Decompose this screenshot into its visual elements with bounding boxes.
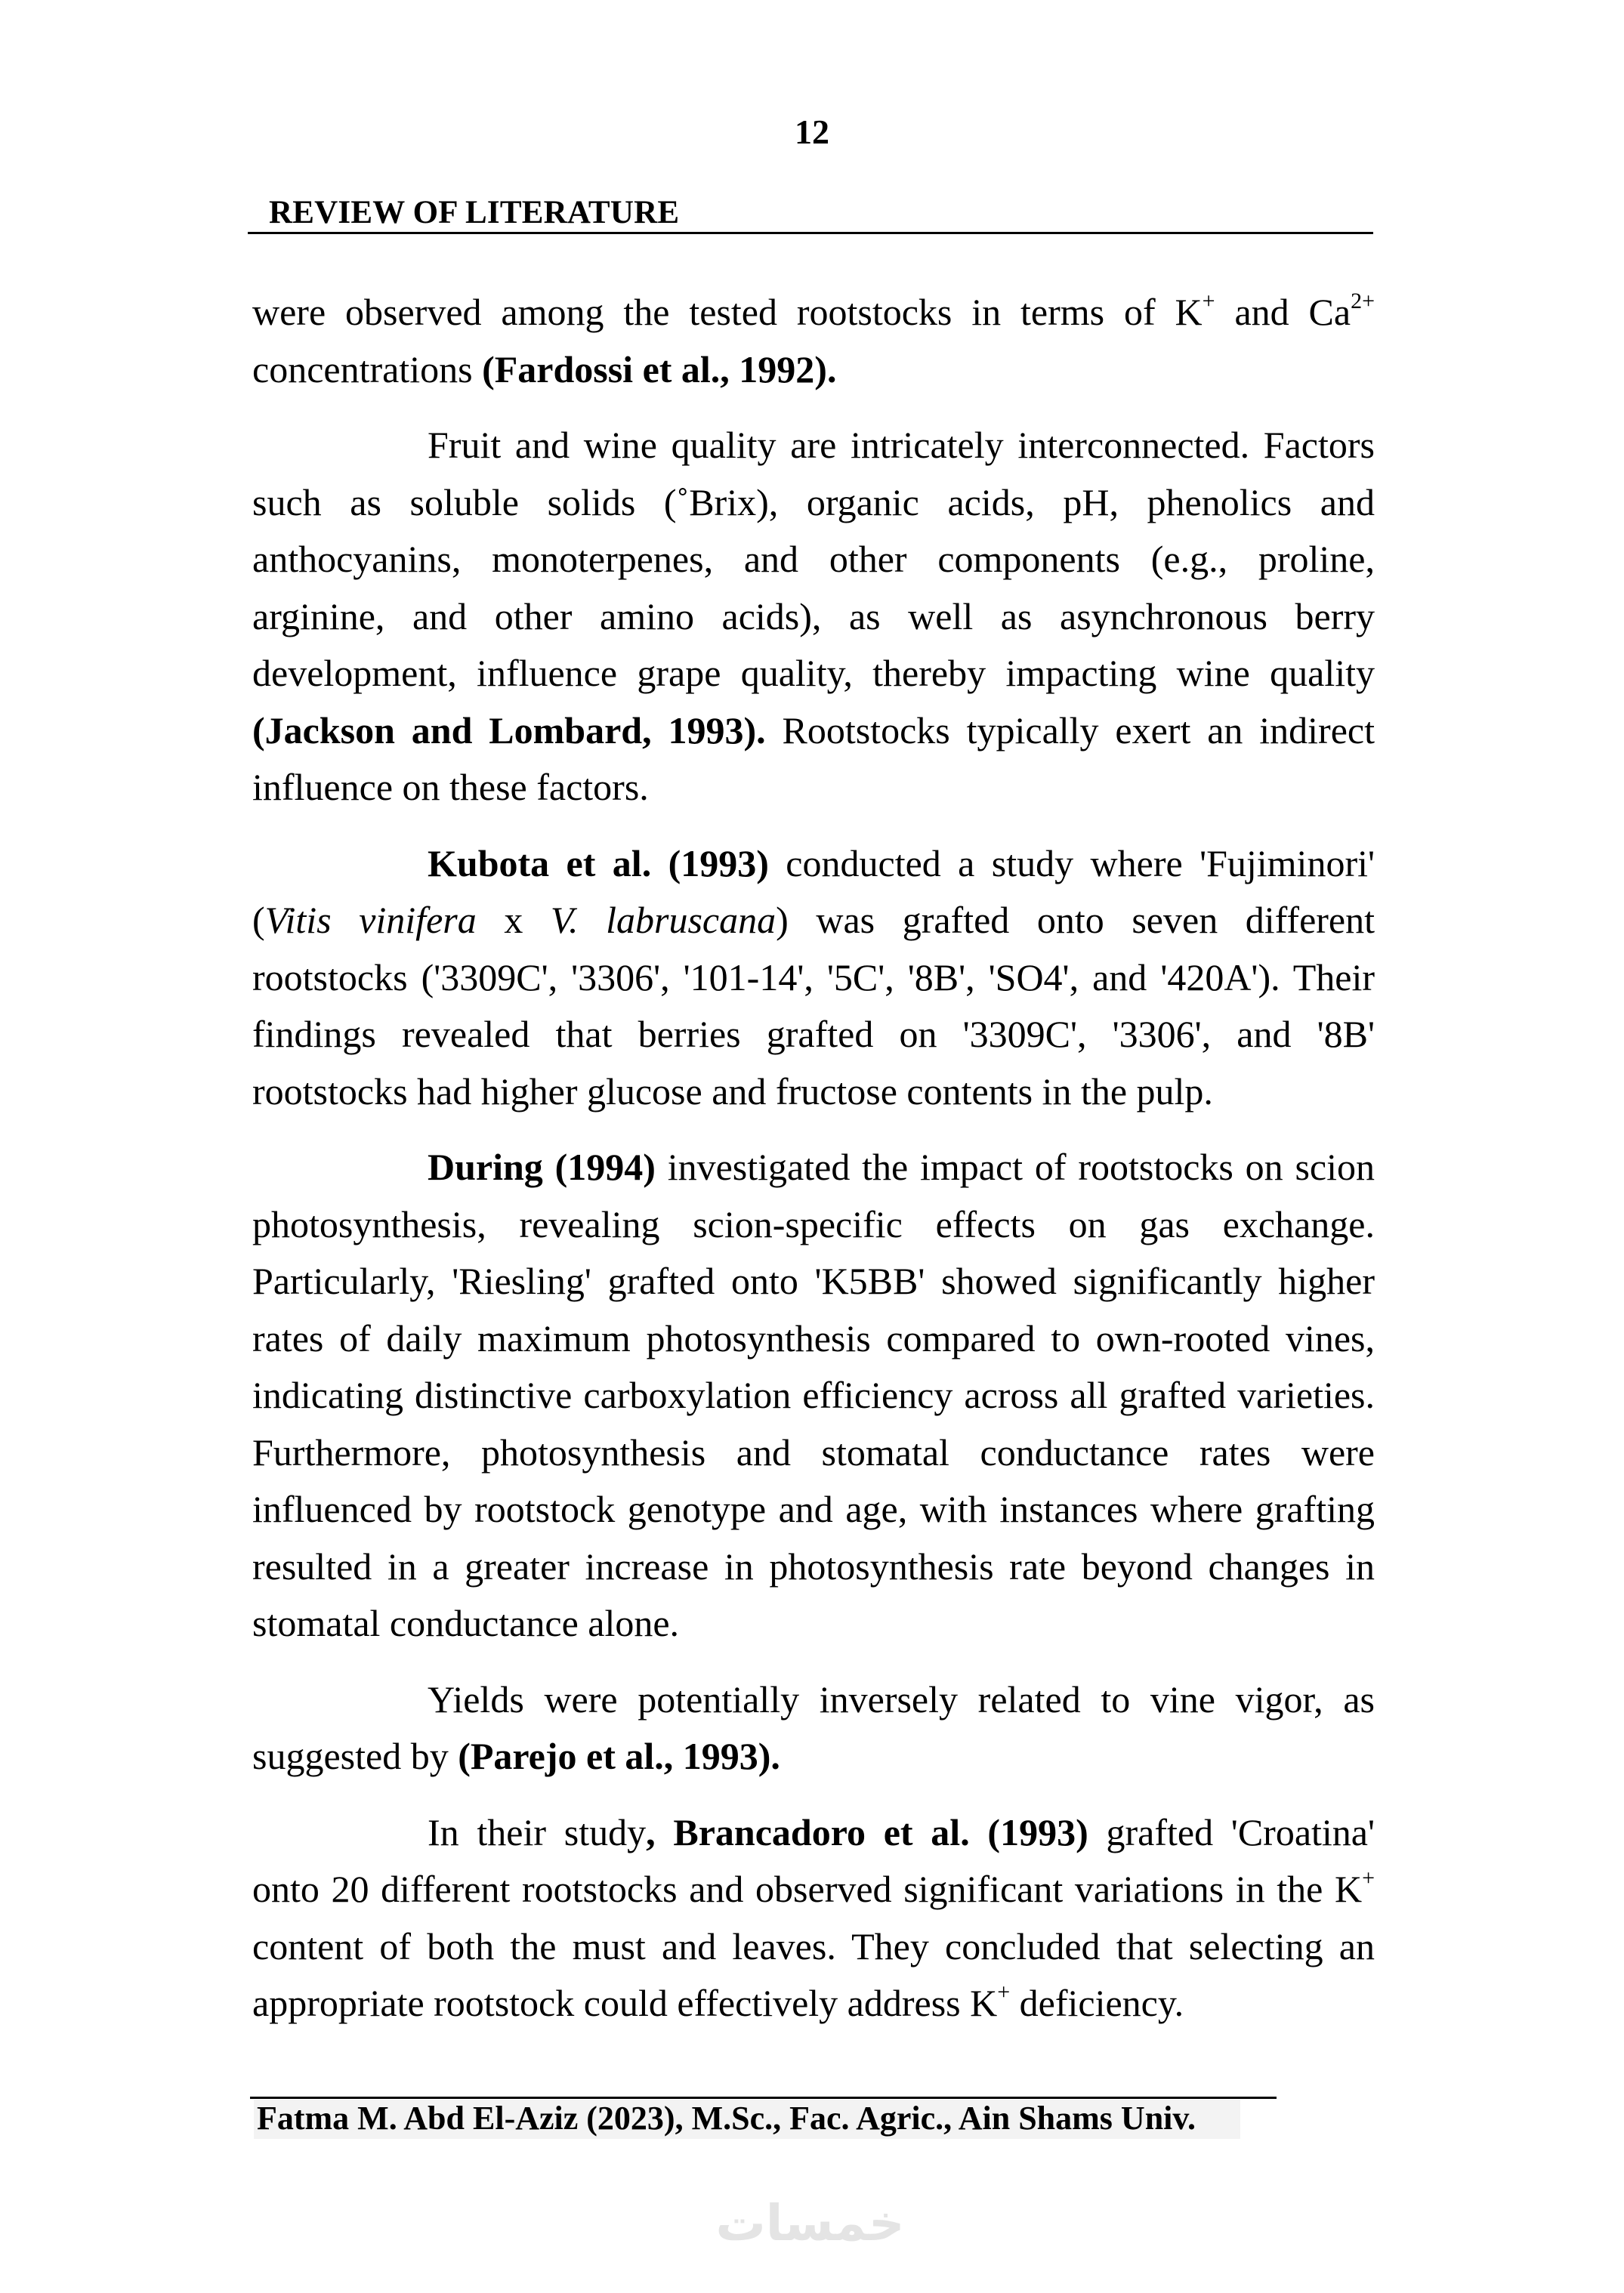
text-run: and Ca [1215, 291, 1351, 333]
citation-bold: Kubota et al. (1993) [428, 841, 769, 884]
citation-bold: During (1994) [428, 1146, 656, 1188]
text-run: were observed among the tested rootstocks in terms of K [252, 291, 1203, 333]
species-name-italic: Vitis vinifera [264, 899, 477, 941]
citation-bold: (Parejo et al., 1993). [458, 1735, 780, 1777]
text-run: Rootstocks typically exert an indirect influence on these factors. [252, 708, 1375, 808]
paragraph [252, 1671, 1375, 1785]
watermark-logo: خمسات [715, 2194, 905, 2252]
species-name-italic: V. labruscana [550, 899, 776, 941]
superscript: 2+ [1351, 289, 1375, 313]
text-run: ) was grafted onto seven different rootstocks ('3309C', '3306', '101-14', '5C', '8B', 'SO4', and '420A'). Their findings revealed that berries grafted on '3309C', '3306', and '8B' rootstocks had higher glucose and fructose contents in the pulp. [252, 899, 1375, 1113]
text-run: deficiency. [1010, 1982, 1184, 2024]
superscript: + [997, 1980, 1011, 2004]
text-run: investigated the impact of rootstocks on scion photosynthesis, revealing scion-specific effects on gas exchange. Particularly, 'Riesling' grafted onto 'K5BB' showed significantly higher rates of daily maximum photosynthesis compared to own-rooted vines, indicating distinctive carboxylation efficiency across all grafted varieties. Furthermore, photosynthesis and stomatal conductance rates were influenced by rootstock genotype and age, with instances where grafting resulted in a greater increase in photosynthesis rate beyond changes in stomatal conductance alone. [252, 1146, 1375, 1644]
citation-bold: (Fardossi et al., 1992). [482, 347, 837, 390]
paragraph [252, 1139, 1375, 1653]
superscript: + [1362, 1866, 1375, 1890]
footer-citation: Fatma M. Abd El-Aziz (2023), M.Sc., Fac. Agric., Ain Shams Univ. [257, 2100, 1196, 2137]
citation-bold: , Brancadoro et al. (1993) [646, 1810, 1088, 1853]
text-run: Yields were potentially inversely related to vine vigor, as suggested by [252, 1677, 1375, 1777]
text-run: x [476, 899, 551, 941]
superscript: + [1202, 289, 1215, 313]
text-run: conducted a study where 'Fujiminori' ( [252, 841, 1375, 941]
body-text [252, 284, 1375, 2051]
text-run: grafted 'Croatina' onto 20 different rootstocks and observed significant variations in the K [252, 1810, 1375, 1910]
section-header: REVIEW OF LITERATURE [269, 195, 680, 230]
header-rule [248, 232, 1373, 234]
paragraph [252, 1804, 1375, 2032]
page-number: 12 [795, 113, 829, 151]
citation-bold: (Jackson and Lombard, 1993). [252, 708, 766, 751]
paragraph [252, 284, 1375, 398]
text-run: Fruit and wine quality are intricately interconnected. Factors such as soluble solids (˚Brix), organic acids, pH, phenolics and anthocyanins, monoterpenes, and other components (e.g., proline, arginine, and other amino acids), as well as asynchronous berry development, influence grape quality, thereby impacting wine quality [252, 424, 1375, 694]
text-run: In their study [428, 1810, 647, 1853]
paragraph [252, 417, 1375, 816]
paragraph [252, 835, 1375, 1121]
text-run: content of both the must and leaves. They concluded that selecting an appropriate rootstock could effectively address K [252, 1924, 1375, 2024]
text-run: concentrations [252, 347, 483, 390]
